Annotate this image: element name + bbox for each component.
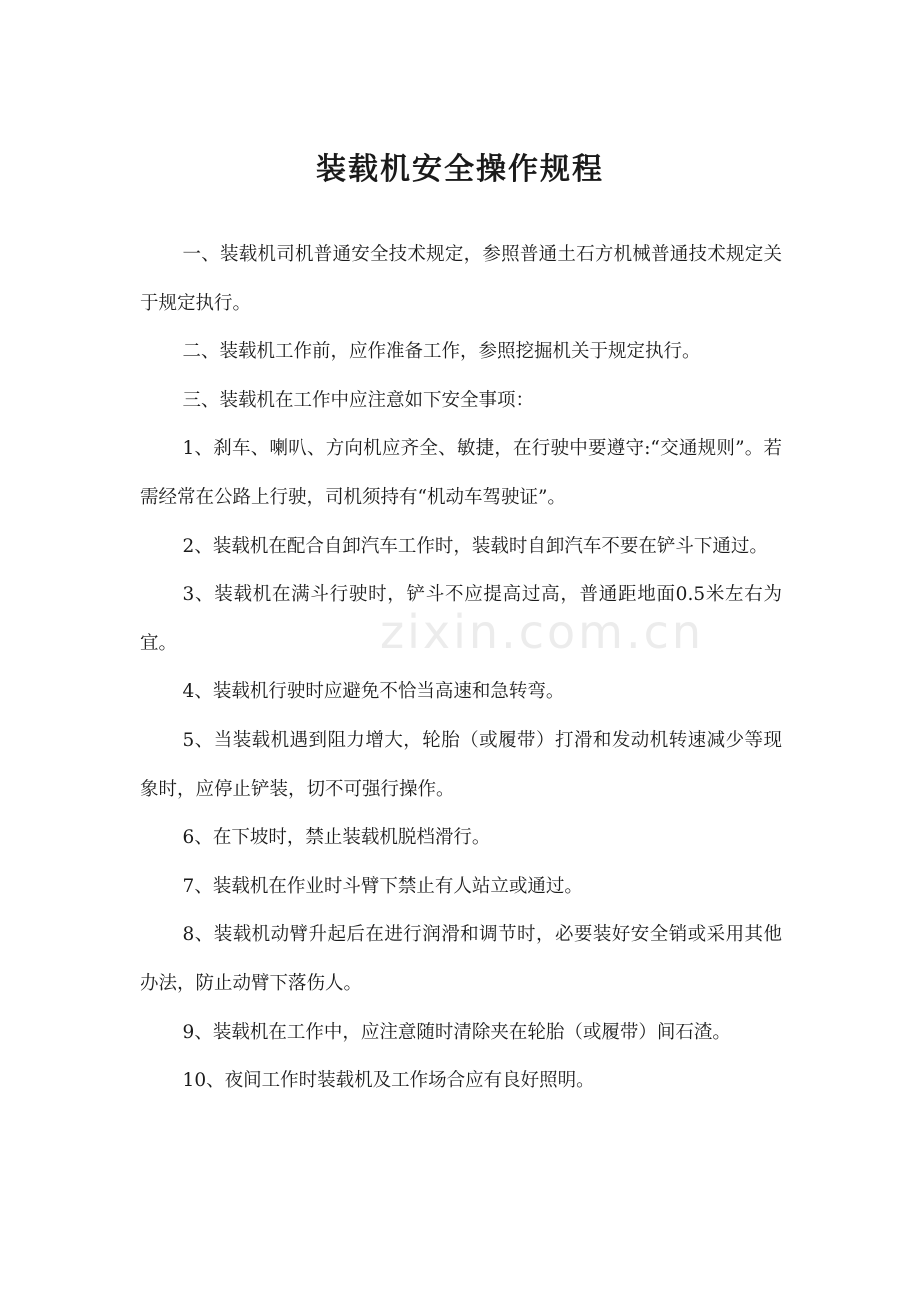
- paragraph-item-8: 8、装载机动臂升起后在进行润滑和调节时，必要装好安全销或采用其他办法，防止动臂下落伤人。: [140, 924, 782, 994]
- paragraph-item-9: 9、装载机在工作中，应注意随时清除夹在轮胎（或履带）间石渣。: [182, 1021, 731, 1043]
- paragraph-item-5: 5、当装载机遇到阻力增大，轮胎（或履带）打滑和发动机转速减少等现象时，应停止铲装，切不可强行操作。: [140, 729, 782, 800]
- paragraph-item-7: 7、装载机在作业时斗臂下禁止有人站立或通过。: [182, 875, 583, 897]
- document-body: [140, 231, 782, 1106]
- paragraph-item-3: 3、装载机在满斗行驶时，铲斗不应提高过高，普通距地面0.5米左右为宜。: [140, 584, 782, 654]
- paragraph-3: 三、装载机在工作中应注意如下安全事项：: [182, 389, 535, 411]
- paragraph-2: 二、装载机工作前，应作准备工作，参照挖掘机关于规定执行。: [182, 341, 701, 363]
- watermark: zixin.com.cn: [380, 605, 705, 659]
- paragraph-item-10: 10、夜间工作时装载机及工作场合应有良好照明。: [182, 1070, 595, 1092]
- paragraph-item-4: 4、装载机行驶时应避免不恰当高速和急转弯。: [182, 681, 565, 703]
- paragraph-1: 一、装载机司机普通安全技术规定，参照普通土石方机械普通技术规定关于规定执行。: [140, 244, 782, 314]
- paragraph-item-1: 1、刹车、喇叭、方向机应齐全、敏捷，在行驶中要遵守:“交通规则”。若需经常在公路上行驶，司机须持有“机动车驾驶证”。: [140, 438, 782, 508]
- paragraph-item-6: 6、在下坡时，禁止装载机脱档滑行。: [182, 827, 491, 849]
- document-title: 装载机安全操作规程: [316, 152, 604, 187]
- paragraph-item-2: 2、装载机在配合自卸汽车工作时，装载时自卸汽车不要在铲斗下通过。: [182, 535, 768, 557]
